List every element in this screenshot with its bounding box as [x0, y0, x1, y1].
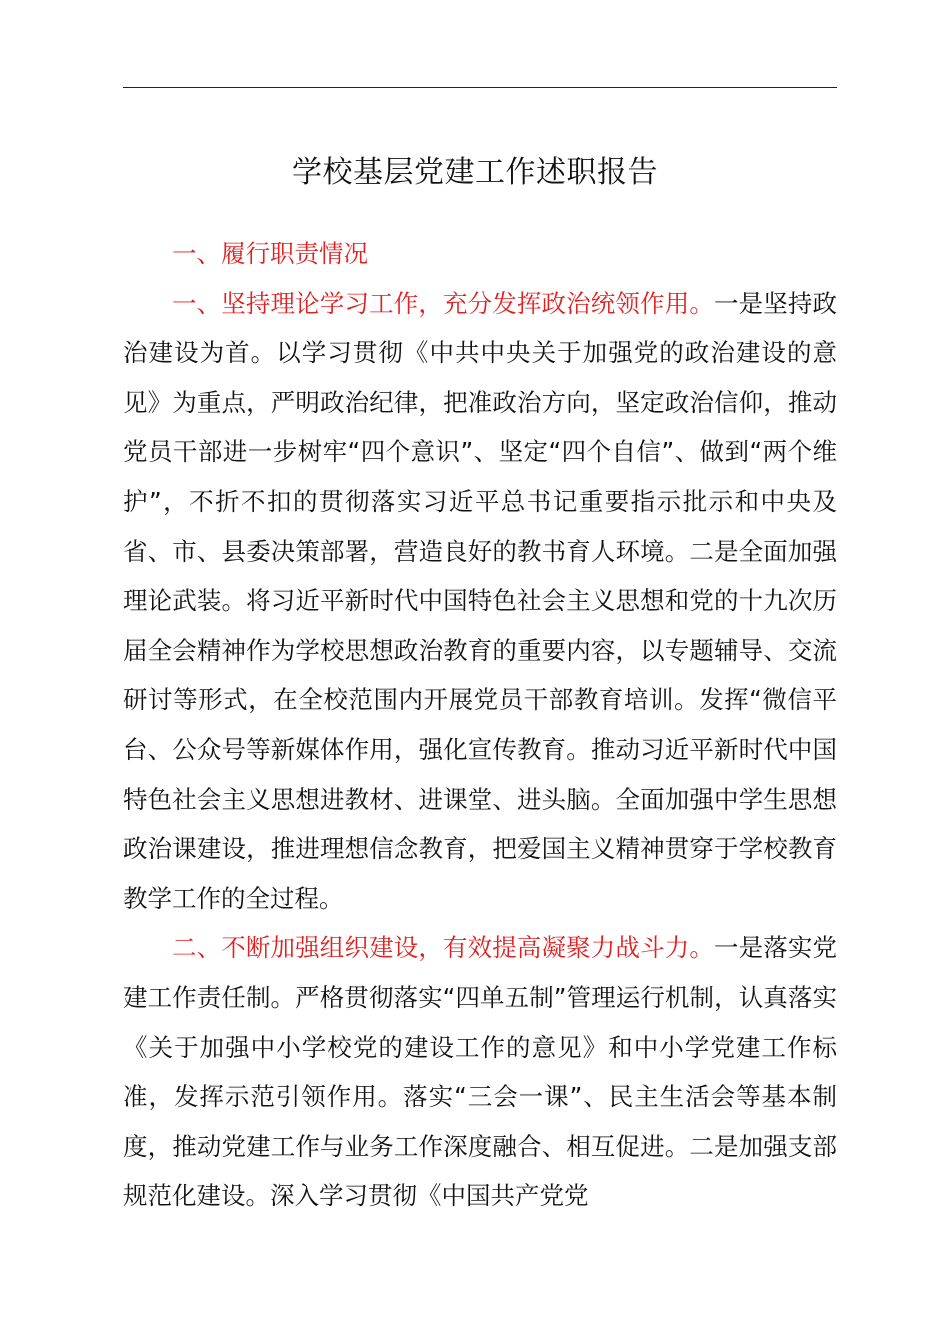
document-body [123, 229, 837, 1221]
paragraph-2-heading: 二、不断加强组织建设，有效提高凝聚力战斗力。 [172, 933, 714, 963]
paragraph-2 [123, 923, 837, 1221]
header-rule [123, 87, 837, 88]
section-heading [123, 229, 837, 279]
paragraph-1-heading: 一、坚持理论学习工作，充分发挥政治统领作用。 [172, 288, 714, 318]
document-title: 学校基层党建工作述职报告 [292, 155, 658, 190]
paragraph-1 [123, 279, 837, 924]
section-heading-text: 一、履行职责情况 [172, 239, 368, 268]
paragraph-1-body: 一是坚持政治建设为首。以学习贯彻《中共中央关于加强党的政治建设的意见》为重点，严明政治纪律，把准政治方向，坚定政治信仰，推动党员干部进一步树牢“四个意识”、坚定“四个自信”、做到“两个维护”，不折不扣的贯彻落实习近平总书记重要指示批示和中央及省、市、县委决策部署，营造良好的教书育人环境。二是全面加强理论武装。将习近平新时代中国特色社会主义思想和党的十九次历届全会精神作为学校思想政治教育的重要内容，以专题辅导、交流研讨等形式，在全校范围内开展党员干部教育培训。发挥“微信平台、公众号等新媒体作用，强化宣传教育。推动习近平新时代中国特色社会主义思想进教材、进课堂、进头脑。全面加强中学生思想政治课建设，推进理想信念教育，把爱国主义精神贯穿于学校教育教学工作的全过程。 [123, 288, 838, 913]
paragraph-2-body: 一是落实党建工作责任制。严格贯彻落实“四单五制”管理运行机制，认真落实《关于加强中小学校党的建设工作的意见》和中小学党建工作标准，发挥示范引领作用。落实“三会一课”、民主生活会等基本制度，推动党建工作与业务工作深度融合、相互促进。二是加强支部规范化建设。深入学习贯彻《中国共产党党 [123, 933, 838, 1211]
